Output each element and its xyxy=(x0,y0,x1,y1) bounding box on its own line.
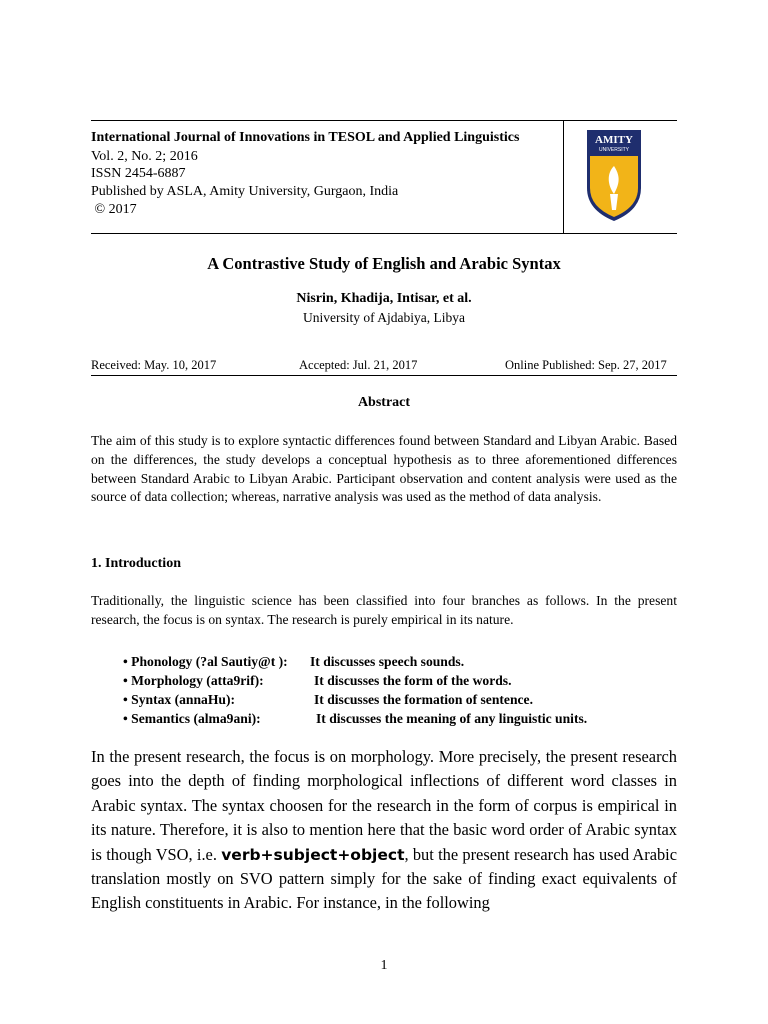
introduction-text: Traditionally, the linguistic science has been classified into four branches as follows. In the present research, the focus is on syntax. The research is purely empirical in its nature. xyxy=(91,593,677,627)
journal-title: International Journal of Innovations in TESOL and Applied Linguistics xyxy=(91,130,520,145)
logo-text-amity: AMITY xyxy=(595,134,633,146)
logo-text-university: UNIVERSITY xyxy=(598,147,630,153)
list-item-desc: It discusses the formation of sentence. xyxy=(314,692,533,707)
list-item-term: • Syntax (annaHu): xyxy=(123,692,236,707)
list-item-desc: It discusses the form of the words. xyxy=(314,673,512,688)
journal-publisher: Published by ASLA, Amity University, Gurgaon, India xyxy=(91,184,399,199)
list-item-term: • Phonology (?al Sautiy@t ): xyxy=(123,654,288,669)
paper-title: A Contrastive Study of English and Arabic Syntax xyxy=(207,254,561,273)
introduction-heading: 1. Introduction xyxy=(91,556,181,571)
paper-authors: Nisrin, Khadija, Intisar, et al. xyxy=(296,291,472,306)
list-item-desc: It discusses the meaning of any linguistic units. xyxy=(316,711,588,726)
header-top-rule xyxy=(91,120,677,121)
abstract-text: The aim of this study is to explore syntactic differences found between Standard and Libyan Arabic. Based on the differences, the study develops a conceptual hypothesis as to three aforementioned differences between Standard Arabic to Libyan Arabic. Participant observation and content analysis were used as the source of data collection; whereas, narrative analysis was used as the method of data analysis. xyxy=(91,433,677,505)
amity-logo xyxy=(584,128,644,223)
header-bottom-rule xyxy=(91,233,677,234)
body-paragraph-part2: , but the present research has used Arabic translation mostly on SVO pattern simply for the sake of finding exact equivalents of English constituents in Arabic. For instance, in the following xyxy=(91,844,678,913)
received-date: Received: May. 10, 2017 xyxy=(91,358,217,372)
list-item-desc: It discusses speech sounds. xyxy=(310,654,465,669)
accepted-date: Accepted: Jul. 21, 2017 xyxy=(299,358,418,372)
word-order-term: verb+subject+object xyxy=(221,845,405,864)
journal-copyright: © 2017 xyxy=(91,202,137,217)
body-paragraph-part1: In the present research, the focus is on morphology. More precisely, the present research goes into the depth of finding morphological inflections of different word classes in Arabic syntax. The syntax choosen for the research in the form of corpus is empirical in its nature. Therefore, it is also to mention here that the basic word order of Arabic syntax is though VSO, i.e. xyxy=(91,747,677,864)
paper-affiliation: University of Ajdabiya, Libya xyxy=(303,310,465,325)
list-item-term: • Semantics (alma9ani): xyxy=(123,711,261,726)
abstract-heading: Abstract xyxy=(357,395,411,410)
journal-volume: Vol. 2, No. 2; 2016 xyxy=(91,149,198,164)
body-paragraph xyxy=(91,745,677,916)
header-divider xyxy=(563,120,564,234)
page-number: 1 xyxy=(380,958,388,973)
dates-rule xyxy=(91,375,677,376)
journal-issn: ISSN 2454-6887 xyxy=(91,166,186,181)
list-item-term: • Morphology (atta9rif): xyxy=(123,673,264,688)
published-date: Online Published: Sep. 27, 2017 xyxy=(505,358,667,372)
